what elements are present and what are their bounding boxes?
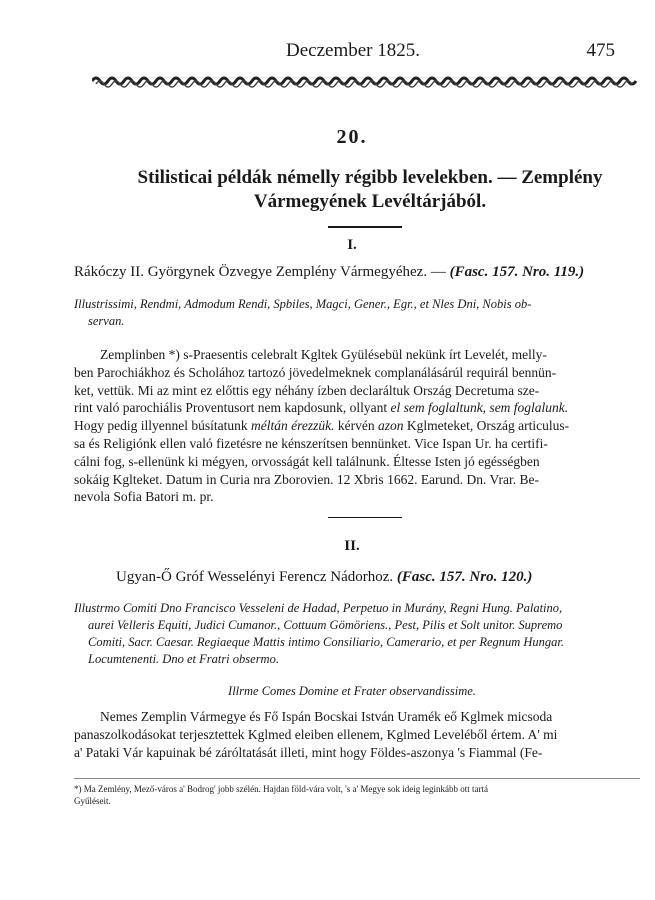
- salutation: Illrme Comes Domine et Frater observandissime.: [228, 684, 476, 698]
- address-line: Locumtenenti. Dno et Fratri obsermo.: [88, 652, 279, 666]
- archive-reference: (Fasc. 157. Nro. 119.): [449, 264, 585, 280]
- letter-address: [74, 600, 640, 668]
- body-line: [74, 417, 640, 435]
- footnote-line: Gyűléseit.: [74, 796, 111, 806]
- body-fragment: rint való parochiális Proventusort nem kapdosunk, ollyant: [74, 400, 388, 416]
- page-number: 475: [586, 40, 615, 61]
- letter-body: [74, 708, 640, 761]
- address-line: Illustrmo Comiti Dno Francisco Vesseleni de Hadad, Perpetuo in Murány, Regni Hung. Palatino,: [74, 601, 563, 615]
- body-italic: el sem foglaltunk, sem foglalunk.: [390, 400, 569, 416]
- body-line: [74, 399, 640, 417]
- body-italic: méltán érezzük.: [250, 418, 335, 434]
- body-line: sokáig Kglteket. Datum in Curia nra Zborovien. 12 Xbris 1662. Earund. Dn. Vrar. Be-: [74, 471, 539, 487]
- body-line: panaszolkodásokat terjesztettek Kglmed eleiben ellenem, Kglmed Leveléből értem. A' mi: [74, 726, 558, 742]
- address-line: Comiti, Sacr. Caesar. Regiaeque Mattis intimo Consiliario, Camerario, et per Regnum Hungar.: [88, 635, 565, 649]
- heading-text: Ugyan-Ő Gróf Wesselényi Ferencz Nádorhoz.: [116, 569, 397, 585]
- body-line: Nemes Zemplin Vármegye és Fő Ispán Bocskai István Uramék eő Kglmek micsoda: [100, 709, 553, 724]
- body-line: nevola Sofia Batori m. pr.: [74, 489, 214, 505]
- title-line: Vármegyének Levéltárjából.: [253, 191, 487, 212]
- letter-numeral: II.: [344, 538, 360, 554]
- address-line: Illustrissimi, Rendmi, Admodum Rendi, Spbiles, Magci, Gener., Egr., et Nles Dni, Nobis ob-: [74, 297, 532, 311]
- body-fragment: Hogy pedig illyennel búsítatunk: [74, 418, 248, 434]
- footnote: [74, 783, 640, 807]
- letter-body: [74, 346, 640, 506]
- body-fragment: kérvén: [337, 418, 375, 434]
- letter-address: [74, 296, 640, 330]
- address-line: servan.: [88, 314, 125, 328]
- letter-heading: [74, 264, 644, 281]
- footnote-line: *) Ma Zemlény, Mező-város a' Bodrog' jobb szélén. Hajdan föld-vára volt, 's a' Megye sok ideig leginkább ott tartá: [74, 784, 489, 794]
- article-title: [100, 166, 640, 214]
- article-number: 20.: [336, 126, 368, 148]
- body-line: ket, vettük. Mi az mint ez előttis egy néhány ízben declaráltuk Ország Decretuma sze-: [74, 382, 540, 398]
- footnote-rule: [74, 778, 640, 779]
- ornamental-rule: [92, 74, 640, 88]
- address-line: aurei Velleris Equiti, Judici Cumanor., Cottuum Gömöriens., Pest, Pilis et Solt unitor. Supremo: [88, 618, 563, 632]
- body-italic: azon: [377, 418, 404, 434]
- archive-reference: (Fasc. 157. Nro. 120.): [396, 569, 533, 585]
- body-fragment: Kglmeteket, Ország articulus-: [406, 418, 570, 434]
- title-rule: [328, 226, 402, 228]
- letter-numeral: I.: [347, 237, 357, 253]
- heading-text: Rákóczy II. Györgynek Özvegye Zemplény Vármegyéhez. —: [74, 264, 450, 280]
- body-line: cálni fog, s-ellenünk ki mégyen, orvosságát kell találnunk. Éltesse Isten jó egésségben: [74, 453, 540, 469]
- body-line: a' Pataki Vár kapuinak bé záróltatását illeti, mint hogy Földes-aszonya 's Fiammal (Fe-: [74, 744, 543, 760]
- title-line: Stilisticai példák némelly régibb levelekben. — Zemplény: [137, 167, 603, 188]
- section-rule: [328, 517, 402, 518]
- body-line: sa és Religiónk ellen való fizetésre ne kénszerítsen bennünket. Vice Ispan Ur. ha certifi-: [74, 435, 548, 451]
- body-line: Zemplinben *) s-Praesentis celebralt Kgltek Gyülésebül nekünk írt Levelét, melly-: [100, 347, 547, 362]
- running-head: Deczember 1825.: [286, 40, 420, 61]
- body-line: ben Parochiákhoz és Scholához tartozó jövedelmeknek complanálásárúl requirál bennün-: [74, 364, 557, 380]
- letter-heading: [116, 569, 655, 586]
